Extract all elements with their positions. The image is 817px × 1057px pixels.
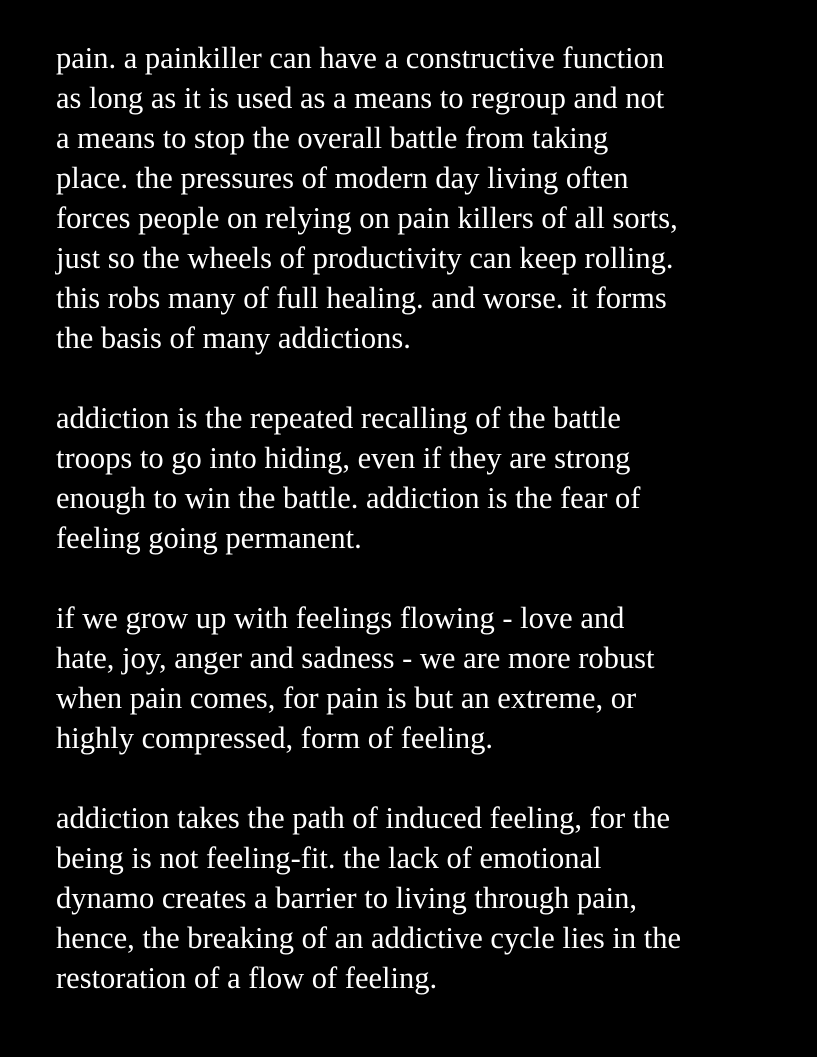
paragraph-addiction-definition	[56, 398, 796, 558]
text-line: place. the pressures of modern day living often	[56, 161, 629, 195]
paragraph-induced-feeling	[56, 798, 796, 998]
text-line: this robs many of full healing. and worse. it forms	[56, 281, 667, 315]
paragraph-feelings-flowing	[56, 598, 796, 758]
text-line: enough to win the battle. addiction is the fear of	[56, 481, 641, 515]
text-line: the basis of many addictions.	[56, 321, 411, 355]
text-line: hate, joy, anger and sadness - we are more robust	[56, 641, 655, 675]
text-line: addiction is the repeated recalling of the battle	[56, 401, 621, 435]
text-line: as long as it is used as a means to regroup and not	[56, 81, 665, 115]
paragraph-painkiller	[56, 38, 796, 358]
text-line: highly compressed, form of feeling.	[56, 721, 494, 755]
text-line: just so the wheels of productivity can keep rolling.	[56, 241, 674, 275]
text-line: hence, the breaking of an addictive cycle lies in the	[56, 921, 681, 955]
text-page	[56, 38, 796, 1038]
text-line: feeling going permanent.	[56, 521, 362, 555]
text-line: restoration of a flow of feeling.	[56, 961, 438, 995]
text-line: addiction takes the path of induced feeling, for the	[56, 801, 671, 835]
text-line: when pain comes, for pain is but an extreme, or	[56, 681, 637, 715]
text-line: a means to stop the overall battle from taking	[56, 121, 609, 155]
text-line: pain. a painkiller can have a constructive function	[56, 41, 665, 75]
text-line: being is not feeling-fit. the lack of emotional	[56, 841, 602, 875]
text-line: dynamo creates a barrier to living through pain,	[56, 881, 638, 915]
text-line: if we grow up with feelings flowing - love and	[56, 601, 625, 635]
text-line: troops to go into hiding, even if they are strong	[56, 441, 631, 475]
text-line: forces people on relying on pain killers of all sorts,	[56, 201, 678, 235]
